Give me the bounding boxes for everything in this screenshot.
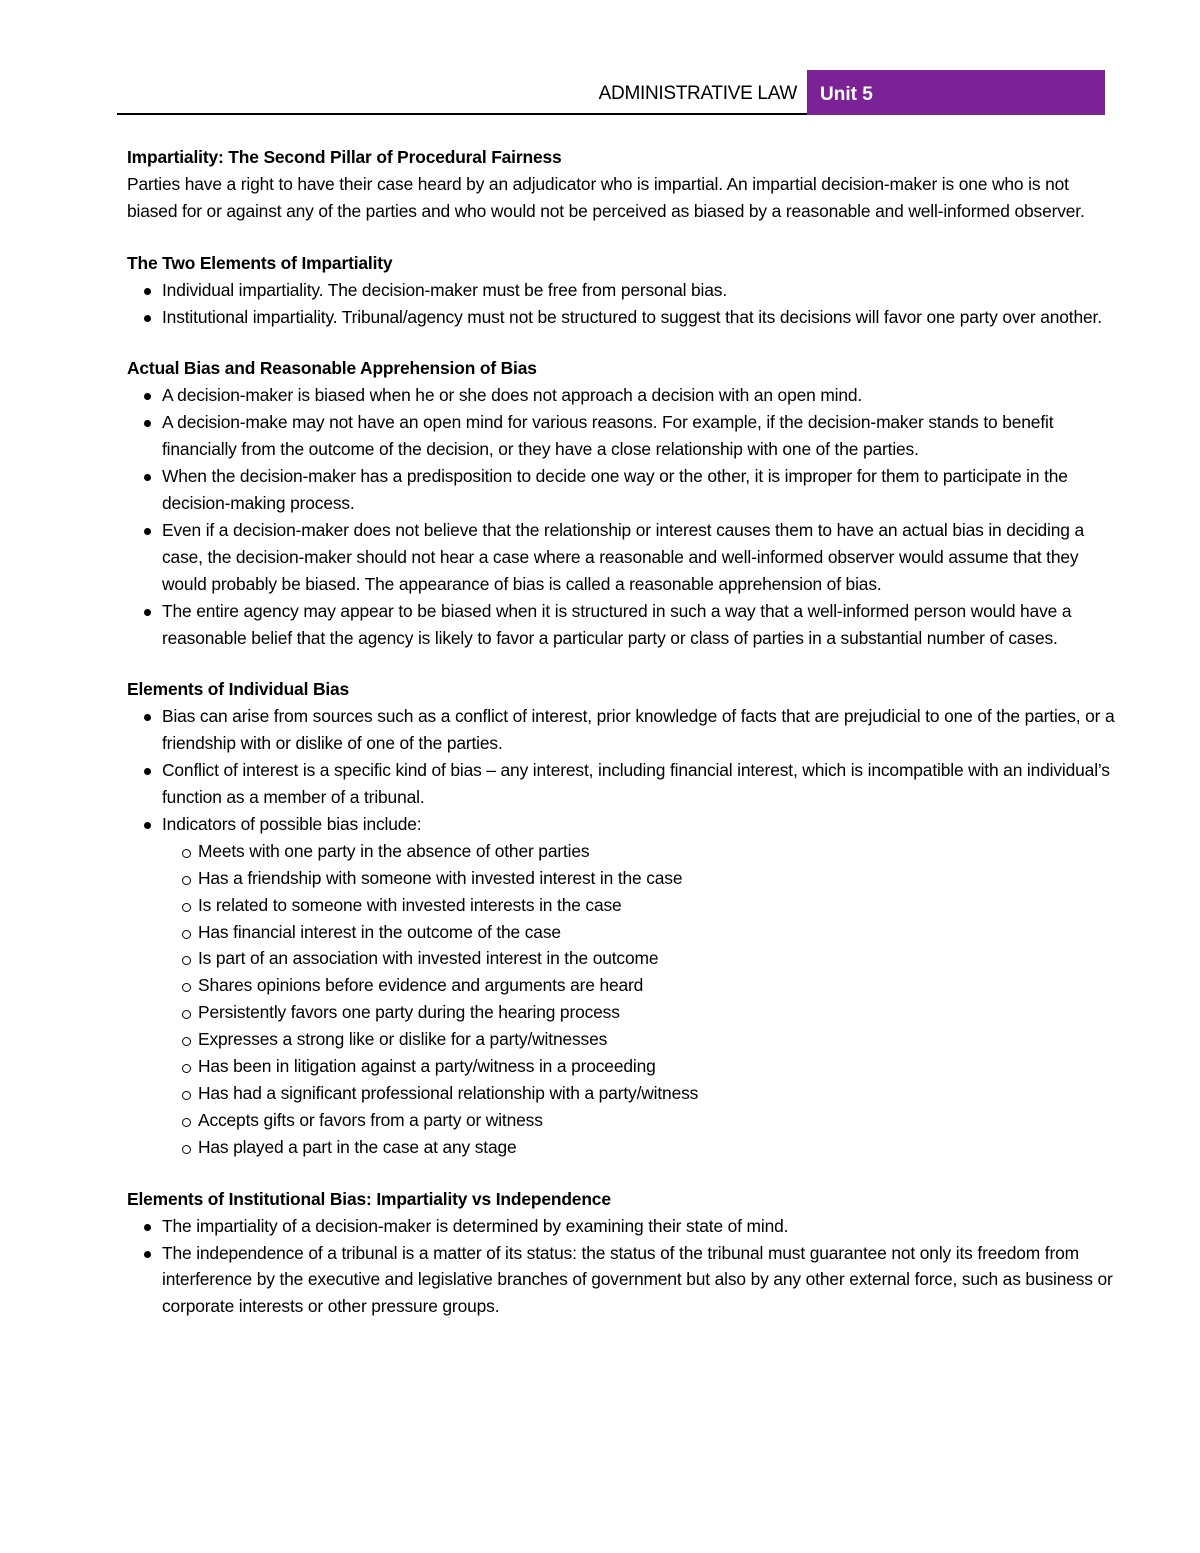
bullet-item	[127, 382, 1117, 409]
bullet-icon	[144, 822, 151, 829]
section-heading: Elements of Institutional Bias: Impartiality vs Independence	[127, 1188, 611, 1209]
bullet-list	[127, 382, 1117, 651]
sub-bullet-item	[127, 1107, 1117, 1134]
sub-bullet-text: Has been in litigation against a party/witness in a proceeding	[198, 1056, 656, 1077]
section-two-elements	[127, 250, 1117, 331]
bullet-item	[127, 463, 1117, 517]
sub-bullet-text: Has financial interest in the outcome of the case	[198, 921, 561, 942]
hollow-bullet-icon	[182, 1010, 191, 1019]
bullet-item	[127, 304, 1117, 331]
sub-bullet-item	[127, 972, 1117, 999]
bullet-item	[127, 811, 1117, 838]
bullet-text: Conflict of interest is a specific kind of bias – any interest, including financial interest, which is incompatible with an individual’s function as a member of a tribunal.	[162, 760, 1110, 808]
sub-bullet-item	[127, 945, 1117, 972]
bullet-icon	[144, 528, 151, 535]
sub-bullet-text: Is related to someone with invested interests in the case	[198, 894, 622, 915]
hollow-bullet-icon	[182, 1064, 191, 1073]
sub-bullet-text: Accepts gifts or favors from a party or witness	[198, 1109, 543, 1130]
bullet-list	[127, 1213, 1117, 1321]
bullet-text: The independence of a tribunal is a matter of its status: the status of the tribunal must guarantee not only its freedom from interference by the executive and legislative branches of government but also by any other external force, such as business or corporate interests or other pressure groups.	[162, 1242, 1113, 1317]
sub-bullet-text: Has played a part in the case at any stage	[198, 1136, 517, 1157]
page-header	[117, 70, 1105, 116]
bullet-icon	[144, 315, 151, 322]
unit-badge	[807, 70, 1105, 115]
bullet-icon	[144, 288, 151, 295]
sub-bullet-text: Has a friendship with someone with invested interest in the case	[198, 867, 683, 888]
sub-bullet-item	[127, 1053, 1117, 1080]
section-institutional-bias	[127, 1186, 1117, 1321]
bullet-icon	[144, 474, 151, 481]
section-heading: Actual Bias and Reasonable Apprehension of Bias	[127, 358, 537, 379]
hollow-bullet-icon	[182, 1145, 191, 1154]
bullet-text: Individual impartiality. The decision-maker must be free from personal bias.	[162, 279, 727, 300]
sub-bullet-item	[127, 838, 1117, 865]
hollow-bullet-icon	[182, 1091, 191, 1100]
document-body	[127, 144, 1117, 1320]
bullet-item	[127, 409, 1117, 463]
sub-bullet-text: Is part of an association with invested interest in the outcome	[198, 948, 659, 969]
bullet-icon	[144, 420, 151, 427]
bullet-item	[127, 1213, 1117, 1240]
sub-bullet-item	[127, 865, 1117, 892]
sub-bullet-item	[127, 1080, 1117, 1107]
bullet-list	[127, 703, 1117, 838]
section-impartiality	[127, 144, 1117, 225]
bullet-text: Indicators of possible bias include:	[162, 813, 422, 834]
bullet-item	[127, 598, 1117, 652]
bullet-list	[127, 277, 1117, 331]
bullet-icon	[144, 1224, 151, 1231]
bullet-icon	[144, 393, 151, 400]
hollow-bullet-icon	[182, 983, 191, 992]
unit-label: Unit 5	[820, 84, 873, 105]
bullet-text: The impartiality of a decision-maker is determined by examining their state of mind.	[162, 1215, 789, 1236]
sub-bullet-text: Has had a significant professional relationship with a party/witness	[198, 1083, 699, 1103]
bullet-icon	[144, 768, 151, 775]
bullet-icon	[144, 609, 151, 616]
bullet-text: The entire agency may appear to be biased when it is structured in such a way that a well-informed person would have a reasonable belief that the agency is likely to favor a particular party or class of parties in a substantial number of cases.	[162, 600, 1072, 648]
sub-bullet-item	[127, 919, 1117, 946]
bullet-item	[127, 757, 1117, 811]
hollow-bullet-icon	[182, 876, 191, 885]
hollow-bullet-icon	[182, 1118, 191, 1127]
bullet-item	[127, 517, 1117, 598]
sub-bullet-text: Shares opinions before evidence and arguments are heard	[198, 975, 644, 996]
hollow-bullet-icon	[182, 930, 191, 939]
header-rule	[117, 113, 807, 115]
hollow-bullet-icon	[182, 903, 191, 912]
bullet-text: Institutional impartiality. Tribunal/agency must not be structured to suggest that its decisions will favor one party over another.	[162, 306, 1102, 327]
bullet-text: Even if a decision-maker does not believe that the relationship or interest causes them to have an actual bias in deciding a case, the decision-maker should not hear a case where a reasonable and well-informed observer would assume that they would probably be biased. The appearance of bias is called a reasonable apprehension of bias.	[162, 519, 1085, 594]
bullet-text: A decision-make may not have an open mind for various reasons. For example, if the decision-maker stands to benefit financially from the outcome of the decision, or they have a close relationship with one of the parties.	[162, 412, 1054, 460]
sub-bullet-item	[127, 999, 1117, 1026]
section-paragraph: Parties have a right to have their case heard by an adjudicator who is impartial. An impartial decision-maker is one who is not biased for or against any of the parties and who would not be perceived as biased by a reasonable and well-informed observer.	[127, 173, 1085, 221]
bullet-text: Bias can arise from sources such as a conflict of interest, prior knowledge of facts that are prejudicial to one of the parties, or a friendship with or dislike of one of the parties.	[162, 706, 1115, 754]
sub-bullet-text: Meets with one party in the absence of other parties	[198, 840, 590, 861]
bullet-text: When the decision-maker has a predisposition to decide one way or the other, it is improper for them to participate in the decision-making process.	[162, 466, 1068, 513]
bullet-text: A decision-maker is biased when he or she does not approach a decision with an open mind.	[162, 385, 863, 406]
section-heading: Impartiality: The Second Pillar of Procedural Fairness	[127, 147, 562, 167]
section-heading: Elements of Individual Bias	[127, 679, 350, 700]
bullet-icon	[144, 1251, 151, 1258]
header-title: ADMINISTRATIVE LAW	[598, 83, 797, 104]
sub-bullet-text: Persistently favors one party during the hearing process	[198, 1002, 620, 1023]
bullet-icon	[144, 714, 151, 721]
sub-bullet-text: Expresses a strong like or dislike for a party/witnesses	[198, 1029, 608, 1050]
hollow-bullet-icon	[182, 849, 191, 858]
bullet-item	[127, 1240, 1117, 1321]
bullet-item	[127, 277, 1117, 304]
hollow-bullet-icon	[182, 1037, 191, 1046]
section-actual-bias	[127, 355, 1117, 651]
sub-bullet-list	[127, 838, 1117, 1161]
section-individual-bias	[127, 676, 1117, 1160]
hollow-bullet-icon	[182, 956, 191, 965]
section-heading: The Two Elements of Impartiality	[127, 252, 393, 273]
sub-bullet-item	[127, 1026, 1117, 1053]
bullet-item	[127, 703, 1117, 757]
sub-bullet-item	[127, 1134, 1117, 1161]
sub-bullet-item	[127, 892, 1117, 919]
